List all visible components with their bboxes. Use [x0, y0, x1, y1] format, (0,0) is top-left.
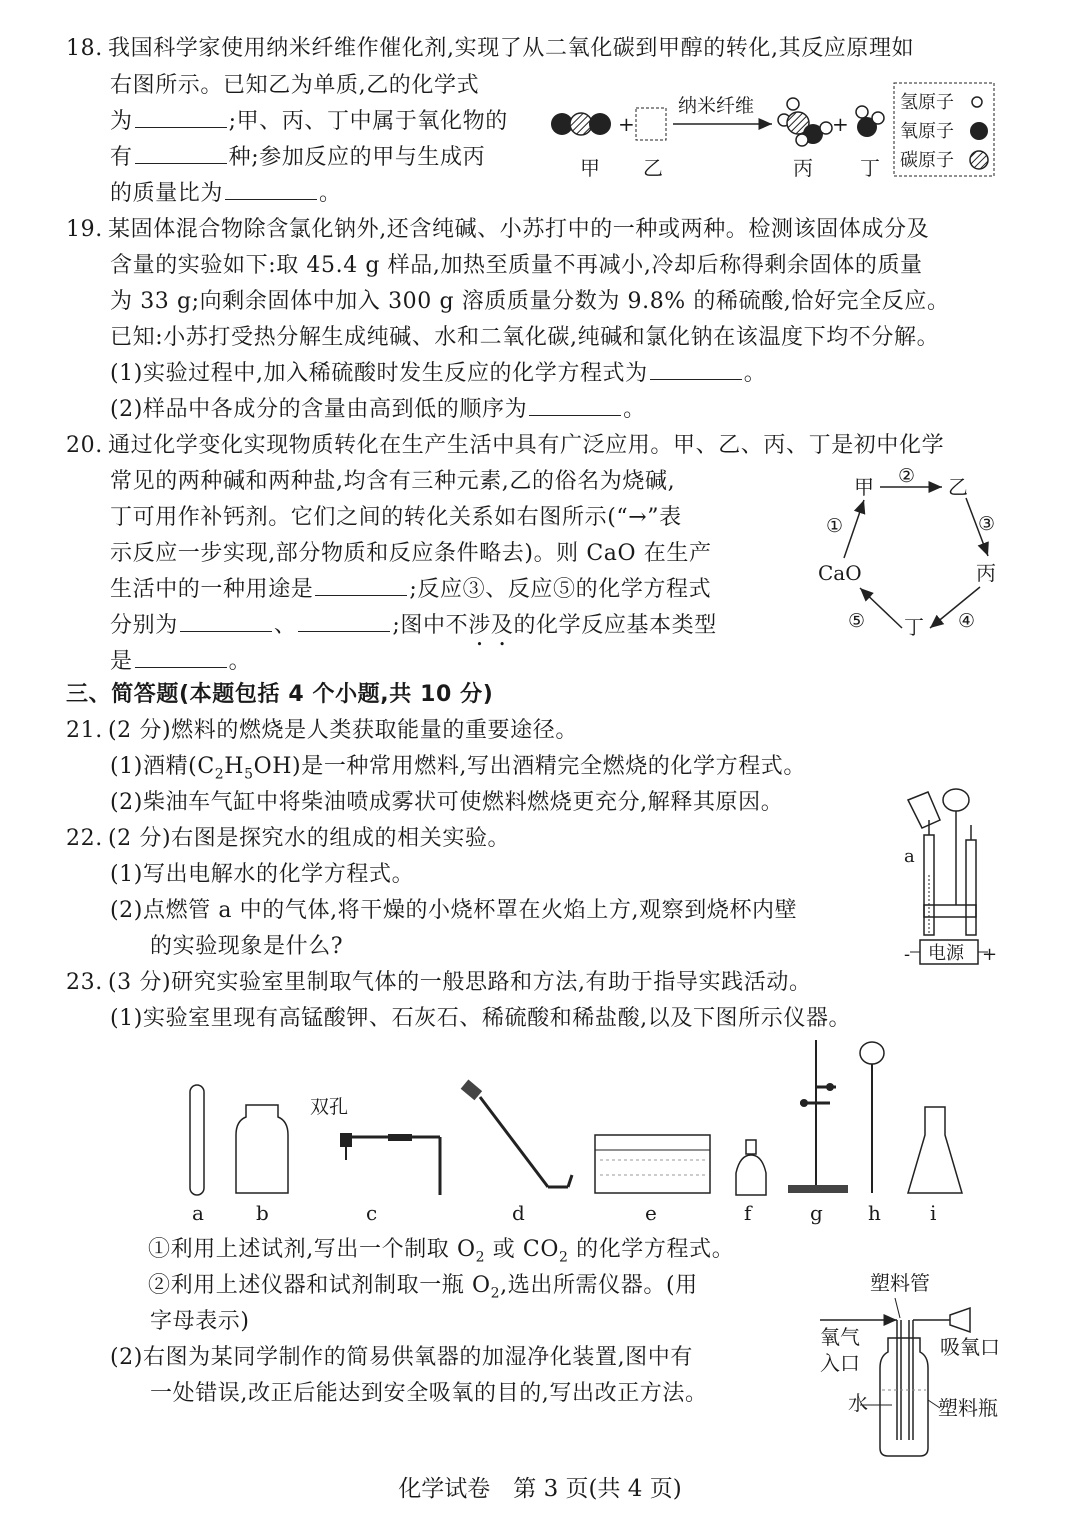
q23-sub2a: (2)右图为某同学制作的简易供氧器的加湿净化装置,图中有	[110, 1345, 693, 1370]
q20-line3: 丁可用作补钙剂。它们之间的转化关系如右图所示(“→”表	[110, 505, 682, 530]
test-tube-a	[190, 1085, 204, 1195]
q21-sub2: (2)柴油车气缸中将柴油喷成雾状可使燃料燃烧更充分,解释其原因。	[110, 790, 784, 815]
label-c: c	[366, 1201, 378, 1225]
reaction-diagram	[540, 78, 1010, 188]
q20-line5: 生活中的一种用途是 ;反应③、反应⑤的化学方程式	[110, 577, 712, 602]
label-oxygen: 氧气	[820, 1325, 860, 1349]
q22-line1: 22. (2 分)右图是探究水的组成的相关实验。	[66, 826, 511, 851]
q19-line2: 含量的实验如下:取 45.4 g 样品,加热至质量不再减小,冷却后称得剩余固体的质量	[110, 253, 923, 278]
q18-line3: 为 ;甲、丙、丁中属于氧化物的	[110, 109, 508, 134]
label-g: g	[810, 1201, 823, 1225]
label-bottle: 塑料瓶	[938, 1396, 998, 1420]
node-yi: 乙	[948, 475, 968, 499]
answer-blank[interactable]	[298, 611, 390, 632]
oxygen-device-diagram	[800, 1260, 1030, 1460]
power-label: 电源	[928, 943, 964, 964]
apparatus-figure	[170, 1035, 980, 1230]
alcohol-lamp-f	[736, 1140, 766, 1195]
label-yi: 乙	[643, 156, 663, 180]
molecule-jia	[551, 113, 611, 135]
label-outlet: 吸氧口	[940, 1335, 1000, 1359]
answer-blank[interactable]	[180, 611, 272, 632]
q18-line2: 右图所示。已知乙为单质,乙的化学式	[110, 73, 480, 98]
node-ding: 丁	[904, 615, 924, 639]
conical-flask-i	[908, 1107, 962, 1193]
mark-2: ②	[898, 465, 916, 487]
q22-sub1: (1)写出电解水的化学方程式。	[110, 862, 415, 887]
node-cao: CaO	[818, 561, 862, 585]
molecule-ding	[856, 106, 884, 137]
page-footer: 化学试卷 第 3 页(共 4 页)	[398, 1476, 682, 1502]
answer-blank[interactable]	[135, 143, 227, 164]
q20-line2: 常见的两种碱和两种盐,均含有三种元素,乙的俗名为烧碱,	[110, 469, 676, 494]
molecule-yi-box	[636, 108, 666, 140]
q19-line3: 为 33 g;向剩余固体中加入 300 g 溶质质量分数为 9.8% 的稀硫酸,恰好完全反应。	[110, 289, 950, 314]
label-d: d	[512, 1201, 525, 1225]
mark-1: ①	[826, 515, 844, 537]
answer-blank[interactable]	[650, 359, 742, 380]
q19-sub1: (1)实验过程中,加入稀硫酸时发生反应的化学方程式为 。	[110, 361, 767, 386]
q21-line1: 21. (2 分)燃料的燃烧是人类获取能量的重要途径。	[66, 718, 578, 743]
long-funnel-h	[860, 1042, 884, 1193]
answer-blank[interactable]	[225, 179, 317, 200]
molecule-bing	[778, 98, 832, 146]
label-inlet: 入口	[820, 1351, 860, 1375]
label-plastic-tube: 塑料管	[870, 1271, 930, 1295]
node-bing: 丙	[976, 561, 996, 585]
mark-3: ③	[978, 513, 996, 535]
q18-text: 我国科学家使用纳米纤维作催化剂,实现了从二氧化碳到甲醇的转化,其反应原理如	[108, 36, 915, 61]
electrolysis-diagram	[898, 780, 998, 970]
q22-sub2: (2)点燃管 a 中的气体,将干燥的小烧杯罩在火焰上方,观察到烧杯内壁	[110, 898, 798, 923]
q18-number: 18.	[66, 36, 103, 61]
delivery-tube-d	[461, 1079, 572, 1187]
emphasis-text: 涉及	[468, 613, 514, 638]
node-jia: 甲	[854, 475, 874, 499]
conversion-diagram	[808, 462, 1008, 642]
label-ding: 丁	[860, 156, 880, 180]
q20-line7: 是 。	[110, 649, 252, 674]
answer-blank[interactable]	[529, 395, 621, 416]
section-heading: 三、简答题(本题包括 4 个小题,共 10 分)	[66, 682, 494, 707]
q23-p2: ②利用上述仪器和试剂制取一瓶 $O_2$,选出所需仪器。(用	[148, 1273, 698, 1302]
q22-sub2b: 的实验现象是什么?	[150, 934, 344, 959]
q23-p2c: 字母表示)	[150, 1309, 250, 1334]
q23-sub1: (1)实验室里现有高锰酸钾、石灰石、稀硫酸和稀盐酸,以及下图所示仪器。	[110, 1006, 852, 1031]
answer-blank[interactable]	[135, 107, 227, 128]
label-water: 水	[848, 1391, 868, 1415]
plus-label: +	[982, 944, 998, 965]
double-hole-label: 双孔	[310, 1096, 349, 1118]
mark-4: ④	[958, 610, 976, 632]
q18-line1	[66, 34, 914, 64]
mark-5: ⑤	[848, 610, 866, 632]
answer-blank[interactable]	[315, 575, 407, 596]
q19-line4: 已知:小苏打受热分解生成纯碱、水和二氧化碳,纯碱和氯化钠在该温度下均不分解。	[110, 325, 940, 350]
q20-line4: 示反应一步实现,部分物质和反应条件略去)。则 CaO 在生产	[110, 541, 712, 566]
label-f: f	[744, 1201, 752, 1225]
q21-sub1: (1)酒精$(C_2H_5OH)$是一种常用燃料,写出酒精完全燃烧的化学方程式。	[110, 754, 807, 783]
label-i: i	[930, 1201, 937, 1225]
q23-sub2b: 一处错误,改正后能达到安全吸氧的目的,写出改正方法。	[150, 1381, 708, 1406]
minus-label: -	[904, 944, 911, 965]
q18-line5: 的质量比为 。	[110, 181, 342, 206]
q20-line1: 20. 通过化学变化实现物质转化在生产生活中具有广泛应用。甲、乙、丙、丁是初中化学	[66, 433, 945, 458]
q20-line6: 分别为 、 ;图中不涉及的化学反应基本类型	[110, 613, 717, 638]
legend-carbon: 碳原子	[900, 150, 954, 171]
stopper-tube-c	[310, 1096, 440, 1195]
iron-stand-g	[788, 1040, 848, 1193]
q19-line1: 19. 某固体混合物除含氯化钠外,还含纯碱、小苏打中的一种或两种。检测该固体成分及	[66, 217, 930, 242]
water-trough-e	[595, 1135, 710, 1193]
q23-p1: ①利用上述试剂,写出一个制取 $O_2$ 或 $CO_2$ 的化学方程式。	[148, 1237, 735, 1266]
bottle-b	[236, 1105, 288, 1193]
q23-line1: 23. (3 分)研究实验室里制取气体的一般思路和方法,有助于指导实践活动。	[66, 970, 812, 995]
q19-sub2: (2)样品中各成分的含量由高到低的顺序为 。	[110, 397, 646, 422]
label-h: h	[868, 1201, 881, 1225]
label-jia: 甲	[580, 156, 600, 180]
label-a: a	[192, 1201, 204, 1225]
svg-text:+: +	[618, 112, 635, 136]
label-e: e	[645, 1201, 657, 1225]
arrow-label: 纳米纤维	[678, 95, 755, 117]
label-b: b	[256, 1201, 269, 1225]
answer-blank[interactable]	[135, 647, 227, 668]
svg-text:+: +	[832, 112, 849, 136]
tube-a-label: a	[904, 846, 915, 867]
q18-line4: 有 种;参加反应的甲与生成丙	[110, 145, 486, 170]
legend-hydrogen: 氢原子	[900, 92, 954, 113]
legend-oxygen: 氧原子	[900, 121, 954, 142]
label-bing: 丙	[793, 156, 813, 180]
